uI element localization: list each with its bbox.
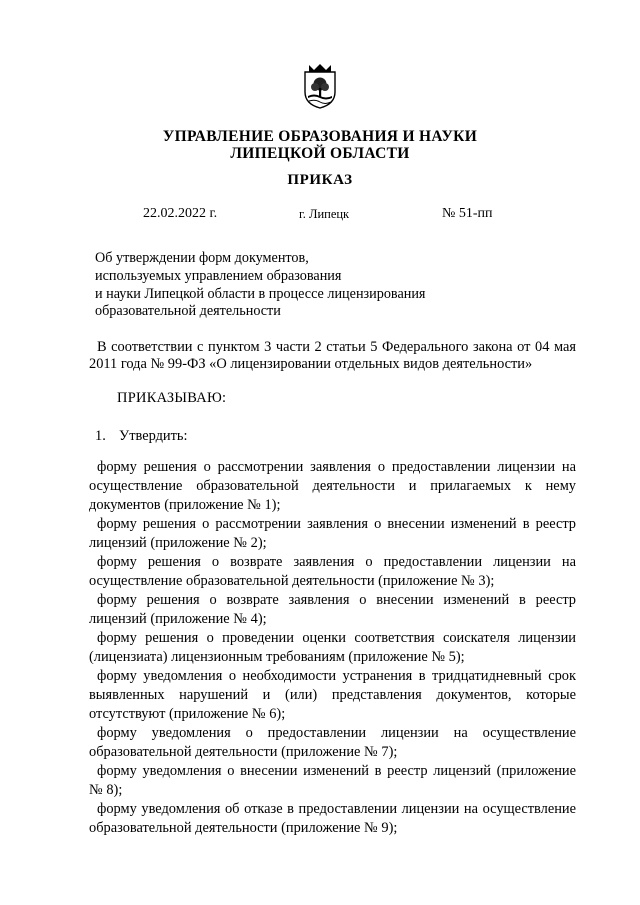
list-item-text: форму решения о возврате заявления о внесении изменений в реестр лицензий (приложение № 4); [89,592,576,627]
list-item [89,724,576,762]
subject-line: и науки Липецкой области в процессе лицензирования [95,285,426,302]
list-item [89,800,576,838]
subject-line: используемых управлением образования [95,267,342,284]
document-subject [95,250,425,321]
list-item-text: форму уведомления о внесении изменений в реестр лицензий (приложение № 8); [89,763,576,798]
list-item [89,762,576,800]
order-word: ПРИКАЗЫВАЮ: [117,390,227,406]
list-item [89,553,576,591]
item-1-text: Утвердить: [119,428,188,444]
list-item-text: форму решения о проведении оценки соответствия соискателя лицензии (лицензиата) лицензионным требованиям (приложение № 5); [89,630,576,665]
list-item [89,591,576,629]
list-item [89,629,576,667]
list-item [89,515,576,553]
document-date: 22.02.2022 г. [143,206,218,221]
document-number: № 51-пп [442,206,493,221]
list-item [89,458,576,515]
list-item-text: форму решения о рассмотрении заявления о предоставлении лицензии на осуществление образовательной деятельности и прилагаемых к нему документов (приложение № 1); [89,459,576,513]
list-item-text: форму уведомления об отказе в предоставлении лицензии на осуществление образовательной деятельности (приложение № 9); [89,801,576,836]
item-1-number: 1. [95,428,106,444]
organization-name-line-1: УПРАВЛЕНИЕ ОБРАЗОВАНИЯ И НАУКИ [162,128,478,145]
preamble-paragraph [89,339,576,374]
list-item [89,667,576,724]
item-1 [95,428,187,445]
preamble-text: В соответствии с пунктом 3 части 2 статьи 5 Федерального закона от 04 мая 2011 года № 99-ФЗ «О лицензировании отдельных видов деятельности» [89,339,576,373]
coat-of-arms-icon [301,62,339,110]
organization-name-line-2: ЛИПЕЦКОЙ ОБЛАСТИ [230,145,410,162]
forms-list [89,458,576,838]
document-city: г. Липецк [299,207,350,221]
list-item-text: форму уведомления о предоставлении лицензии на осуществление образовательной деятельности (приложение № 7); [89,725,576,760]
list-item-text: форму уведомления о необходимости устранения в тридцатидневный срок выявленных нарушений и (или) представления документов, которые отсутствуют (приложение № 6); [89,668,576,722]
document-type-title: ПРИКАЗ [287,172,353,188]
list-item-text: форму решения о возврате заявления о предоставлении лицензии на осуществление образовательной деятельности (приложение № 3); [89,554,576,589]
list-item-text: форму решения о рассмотрении заявления о внесении изменений в реестр лицензий (приложение № 2); [89,516,576,551]
subject-line: Об утверждении форм документов, [95,250,309,266]
subject-line: образовательной деятельности [95,303,281,320]
